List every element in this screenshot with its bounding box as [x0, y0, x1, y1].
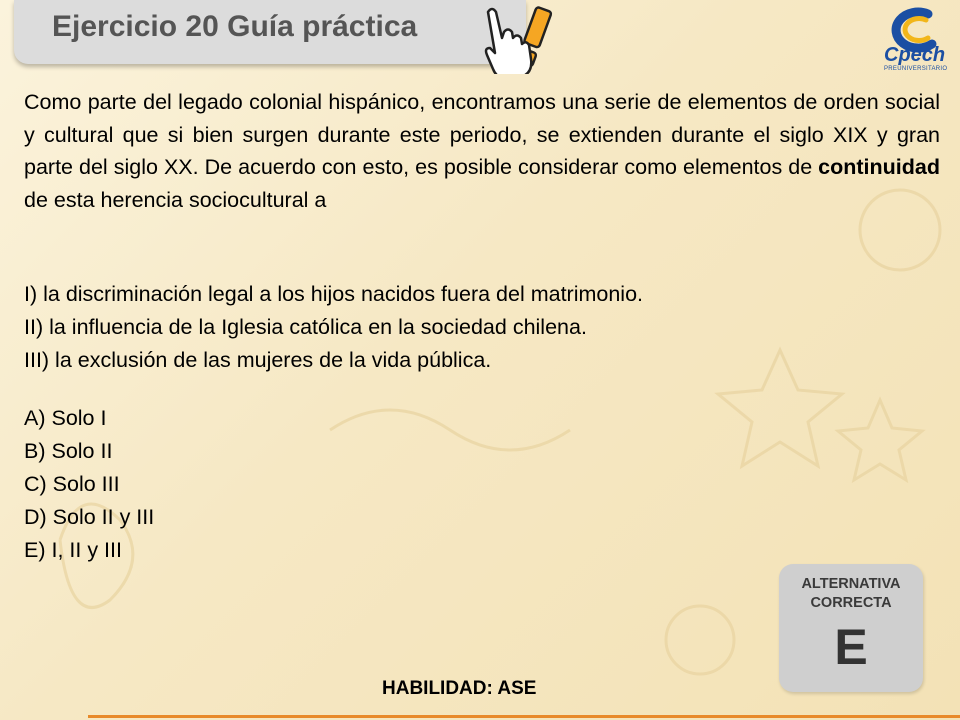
- answer-label-line1: ALTERNATIVA: [801, 576, 901, 592]
- logo-subtext: PREUNIVERSITARIO: [884, 66, 948, 72]
- option-c: C) Solo III: [24, 472, 120, 496]
- pointing-hand-icon: [478, 2, 558, 74]
- question-text-end: de esta herencia sociocultural a: [24, 187, 327, 212]
- statement-item: I) la discriminación legal a los hijos nacidos fuera del matrimonio.: [24, 282, 644, 306]
- logo-text: Cpech: [884, 44, 946, 66]
- option-a: A) Solo I: [24, 406, 107, 430]
- statement-item: III) la exclusión de las mujeres de la vida pública.: [24, 348, 492, 372]
- question-text-start: Como parte del legado colonial hispánico, encontramos una serie de elementos de orden social y cultural que si bien surgen durante este periodo, se extienden durante el siglo XIX y gran parte del siglo XX. De acuerdo con esto, es posible considerar como elementos de: [24, 90, 940, 179]
- question-text: [24, 86, 940, 216]
- bottom-divider: [88, 715, 960, 718]
- option-b: B) Solo II: [24, 439, 113, 463]
- page-title: Ejercicio 20 Guía práctica: [52, 10, 418, 43]
- options-list: [24, 402, 424, 567]
- statement-item: II) la influencia de la Iglesia católica en la sociedad chilena.: [24, 315, 587, 339]
- option-e: E) I, II y III: [24, 538, 122, 562]
- title-tab: [14, 0, 526, 64]
- answer-label-line2: CORRECTA: [810, 595, 892, 611]
- question-emphasis: continuidad: [818, 155, 940, 179]
- habilidad-label: HABILIDAD: ASE: [382, 678, 537, 699]
- answer-letter: E: [834, 619, 868, 675]
- statements-list: [24, 278, 924, 377]
- correct-answer-box: [779, 564, 923, 692]
- option-d: D) Solo II y III: [24, 505, 155, 529]
